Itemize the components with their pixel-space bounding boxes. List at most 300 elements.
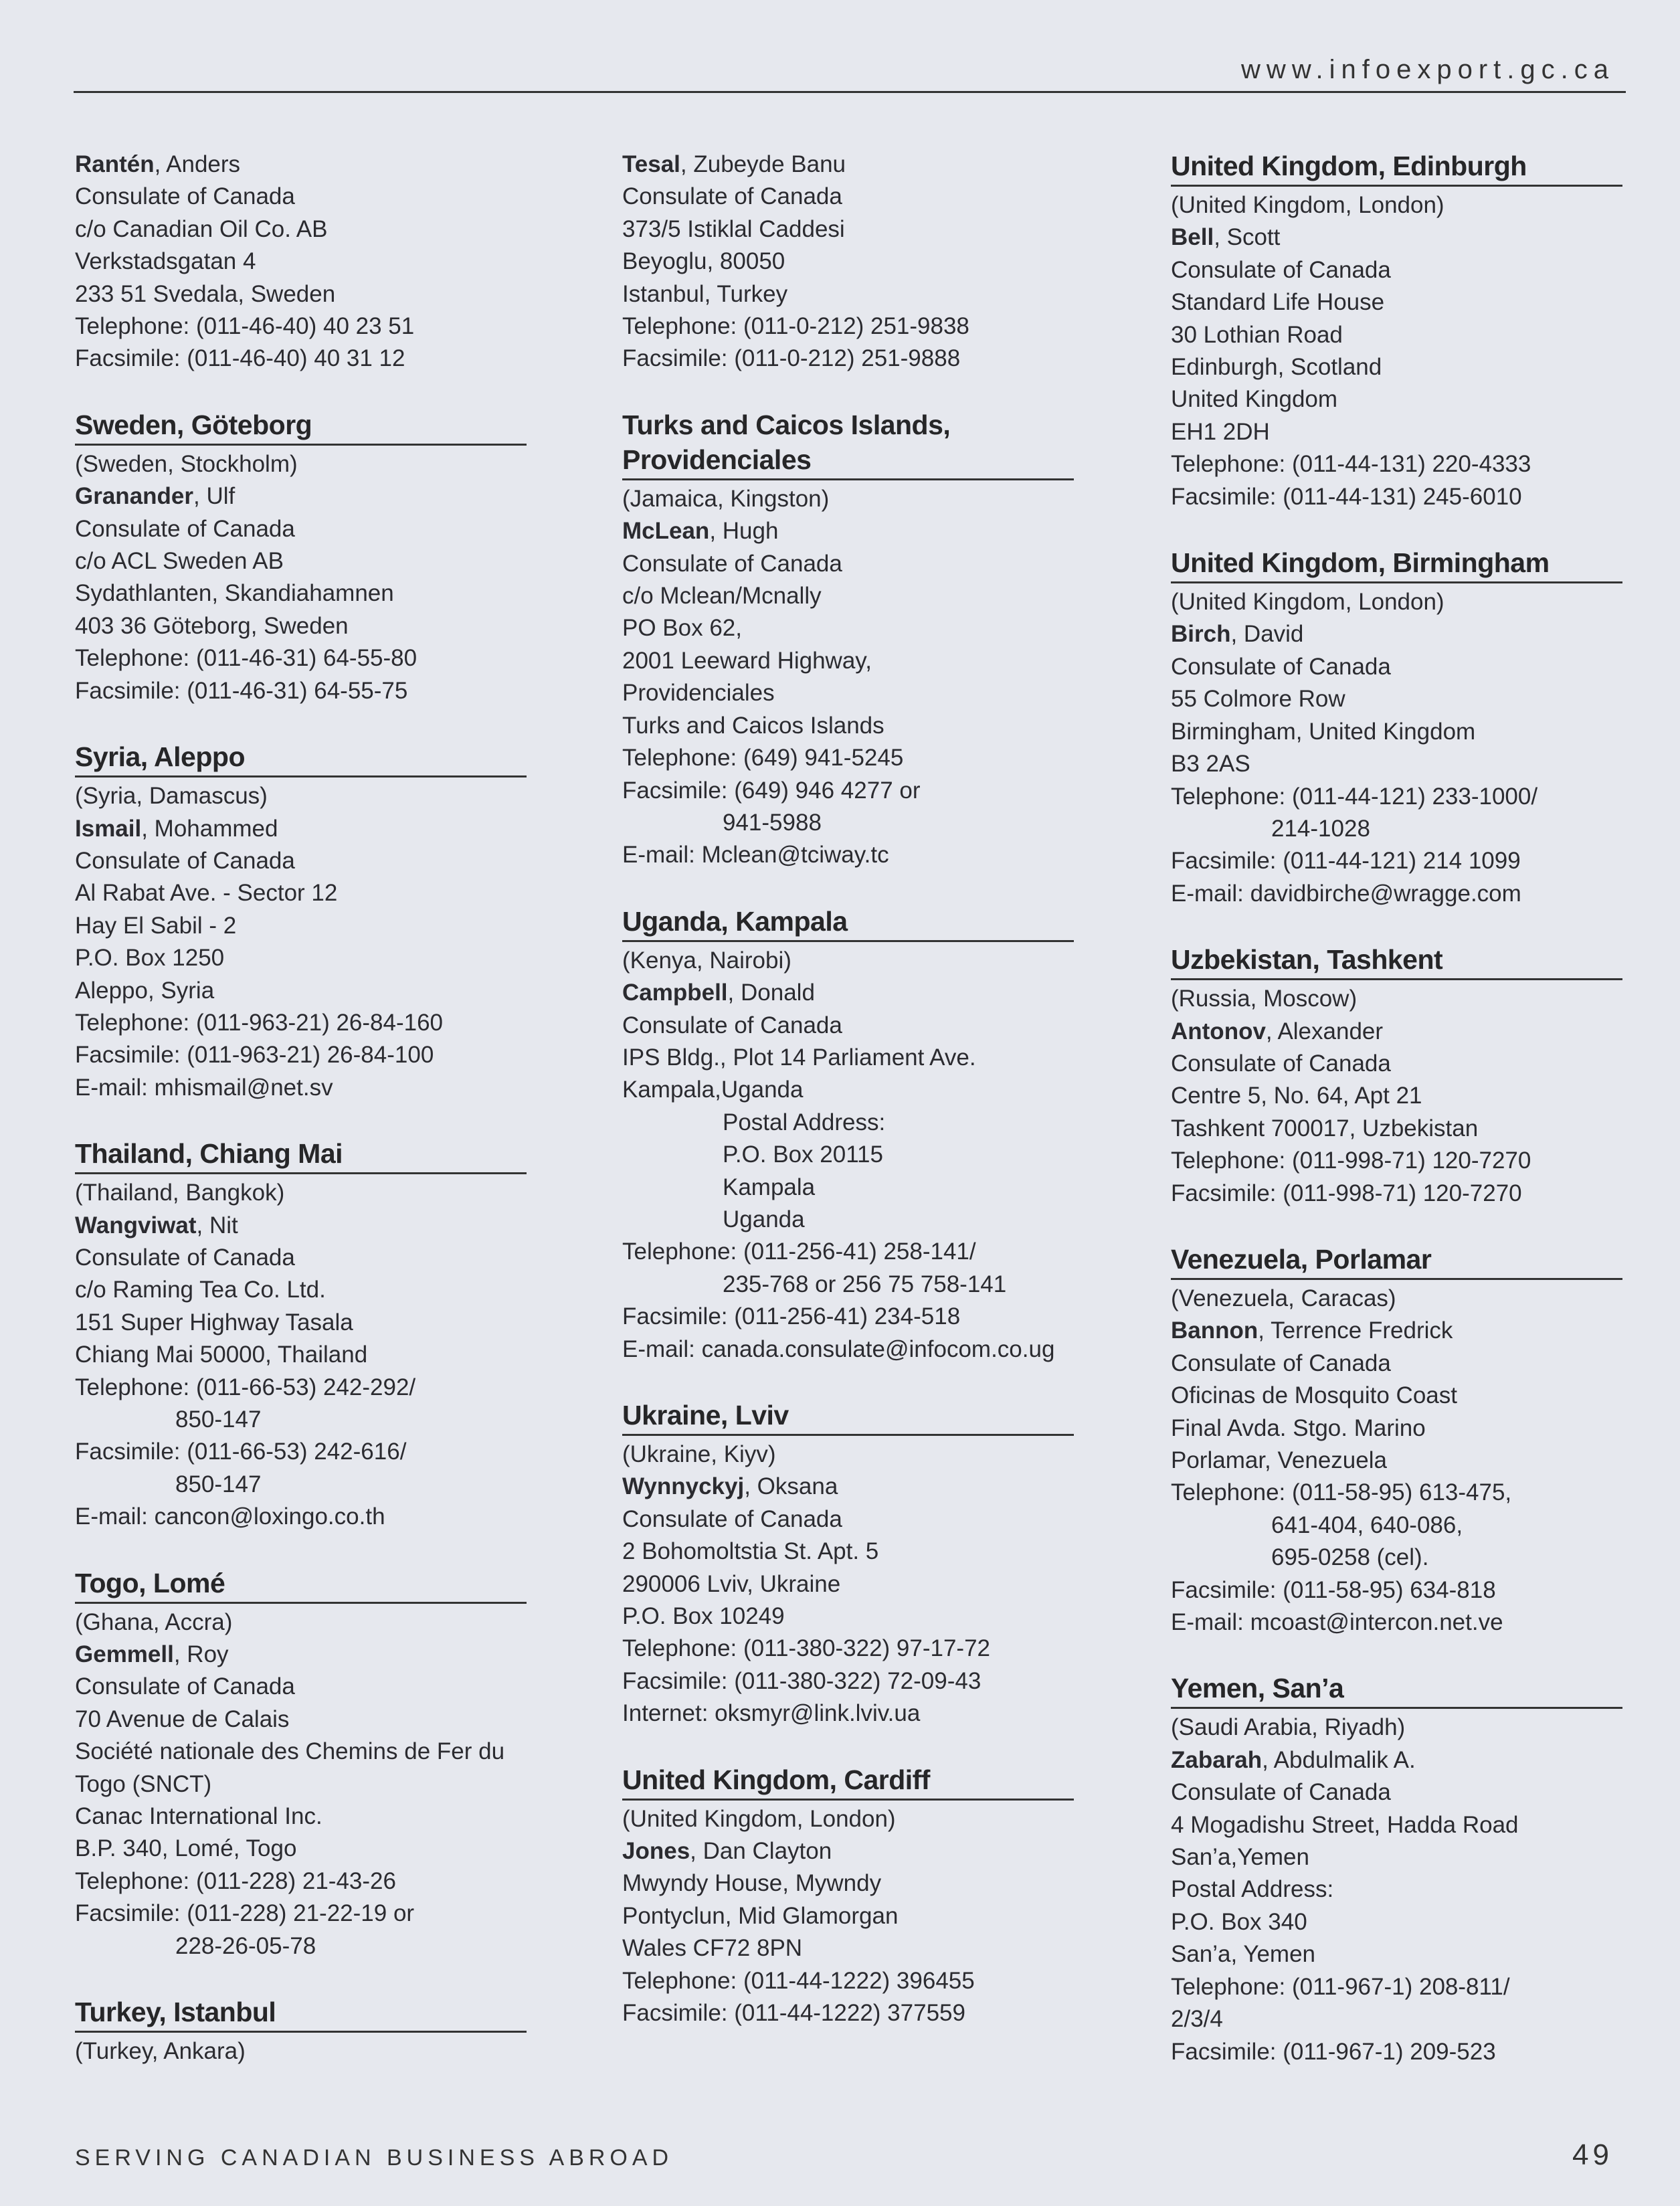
contact-given-name: , Anders: [154, 151, 241, 177]
page-number: 49: [1572, 2138, 1613, 2171]
contact-surname: Jones: [622, 1838, 690, 1865]
entry-line-text: P.O. Box 10249: [622, 1603, 785, 1630]
contact-given-name: , Zubeyde Banu: [680, 151, 846, 177]
entry-line-text: c/o Mclean/Mcnally: [622, 583, 822, 610]
entry-line-text: 941-5988: [723, 809, 822, 836]
entry-line-text: Consulate of Canada: [75, 1673, 295, 1700]
entry-line: [75, 1372, 567, 1404]
entry-line: [75, 2035, 567, 2067]
entry-heading: Thailand, Chiang Mai: [75, 1136, 527, 1174]
contact-surname: Bell: [1171, 224, 1214, 251]
entry-line: [622, 1932, 1114, 1964]
entry-line-text: (Syria, Damascus): [75, 783, 268, 810]
contact-given-name: , Ulf: [193, 483, 236, 510]
entry-line: [622, 1074, 1114, 1106]
entry-line: [622, 945, 1114, 977]
entry-line-text: Facsimile: (011-46-40) 40 31 12: [75, 345, 405, 372]
entry-line: [1171, 1841, 1626, 1873]
entry-line-text: Standard Life House: [1171, 289, 1385, 316]
entry-line: [1171, 481, 1626, 513]
entry-line: [622, 213, 1114, 246]
entry-line: [1171, 1574, 1626, 1606]
entry-line-text: Consulate of Canada: [75, 183, 295, 210]
entry-line: [1171, 683, 1626, 715]
directory-entry: [622, 1762, 1114, 2030]
entry-heading: Venezuela, Porlamar: [1171, 1242, 1622, 1280]
entry-line-text: Facsimile: (011-256-41) 234-518: [622, 1303, 961, 1330]
entry-line-text: 403 36 Göteborg, Sweden: [75, 612, 349, 639]
entry-line-text: 850-147: [175, 1471, 262, 1497]
entry-line: [75, 1404, 567, 1436]
entry-line-text: IPS Bldg., Plot 14 Parliament Ave.: [622, 1044, 976, 1071]
entry-line-text: (United Kingdom, London): [622, 1805, 896, 1832]
entry-line: [75, 1242, 567, 1274]
entry-heading: Turks and Caicos Islands, Providenciales: [622, 407, 1074, 480]
entry-line: [1171, 1348, 1626, 1380]
entry-line-text: Facsimile: (011-380-322) 72-09-43: [622, 1667, 982, 1694]
entry-line-text: Togo (SNCT): [75, 1770, 212, 1797]
entry-line: [1171, 716, 1626, 748]
entry-line-text: P.O. Box 1250: [75, 945, 225, 972]
entry-line: [622, 310, 1114, 343]
entry-line-text: Consulate of Canada: [75, 1244, 295, 1271]
entry-line: [75, 1768, 567, 1801]
entry-line-text: Tashkent 700017, Uzbekistan: [1171, 1115, 1479, 1141]
entry-line-text: (United Kingdom, London): [1171, 192, 1444, 218]
entry-line: [1171, 2036, 1626, 2068]
entry-line: [1171, 1744, 1626, 1776]
entry-line-text: 70 Avenue de Calais: [75, 1706, 290, 1732]
entry-line-text: 4 Mogadishu Street, Hadda Road: [1171, 1811, 1519, 1838]
entry-line: [75, 1606, 567, 1639]
entry-line-text: Telephone: (011-998-71) 120-7270: [1171, 1147, 1531, 1174]
contact-surname: Antonov: [1171, 1018, 1266, 1044]
entry-line: [622, 742, 1114, 774]
header-rule: [74, 91, 1626, 93]
entry-line-text: PO Box 62,: [622, 615, 742, 642]
entry-line-text: (Thailand, Bangkok): [75, 1180, 285, 1206]
entry-line: [622, 1139, 1114, 1171]
entry-line: [1171, 1873, 1626, 1906]
entry-line-text: E-mail: mcoast@intercon.net.ve: [1171, 1609, 1503, 1636]
entry-line: [1171, 1315, 1626, 1347]
entry-line-text: Telephone: (011-0-212) 251-9838: [622, 313, 969, 340]
entry-line: [75, 448, 567, 480]
entry-line: [75, 1930, 567, 1962]
entry-line: [1171, 1776, 1626, 1809]
entry-line-text: Sydathlanten, Skandiahamnen: [75, 580, 394, 607]
contact-given-name: , Terrence Fredrick: [1258, 1317, 1453, 1344]
contact-given-name: , David: [1230, 621, 1304, 648]
entry-line: [622, 839, 1114, 871]
entry-line: [622, 807, 1114, 839]
entry-line: [75, 310, 567, 343]
entry-line: [75, 513, 567, 545]
contact-surname: Wangviwat: [75, 1212, 197, 1238]
entry-line-text: Facsimile: (011-66-53) 242-616/: [75, 1439, 407, 1465]
entry-line-text: Consulate of Canada: [622, 183, 842, 210]
entry-line: [75, 1469, 567, 1501]
entry-line-text: Telephone: (011-380-322) 97-17-72: [622, 1635, 991, 1662]
entry-line: [1171, 1048, 1626, 1080]
entry-line: [75, 813, 567, 845]
entry-line: [1171, 416, 1626, 448]
entry-line-text: Facsimile: (011-58-95) 634-818: [1171, 1576, 1496, 1603]
entry-line: [622, 1269, 1114, 1301]
entry-line: [1171, 1938, 1626, 1970]
entry-line-text: (Turkey, Ankara): [75, 2038, 246, 2065]
entry-line: [75, 246, 567, 278]
entry-line-text: Telephone: (011-66-53) 242-292/: [75, 1374, 416, 1400]
entry-line-text: (Saudi Arabia, Riyadh): [1171, 1714, 1406, 1741]
entry-line-text: (Russia, Moscow): [1171, 986, 1358, 1012]
entry-line-text: 233 51 Svedala, Sweden: [75, 280, 336, 307]
entry-line: [622, 1042, 1114, 1074]
directory-entry: [75, 1995, 567, 2067]
entry-line: [622, 1803, 1114, 1835]
entry-line-text: 214-1028: [1271, 815, 1370, 842]
entry-line: [75, 343, 567, 375]
entry-line: [622, 1997, 1114, 2029]
entry-line: [75, 975, 567, 1007]
entry-line: [1171, 1971, 1626, 2003]
entry-line: [75, 1704, 567, 1736]
entry-line-text: (Ukraine, Kiyv): [622, 1441, 776, 1467]
entry-line-text: 235-768 or 256 75 758-141: [723, 1271, 1007, 1297]
entry-line-text: E-mail: canada.consulate@infocom.co.ug: [622, 1336, 1055, 1362]
entry-line: [1171, 1380, 1626, 1412]
entry-line-text: 695-0258 (cel).: [1271, 1544, 1429, 1571]
entry-line: [75, 780, 567, 812]
contact-given-name: , Donald: [727, 980, 815, 1006]
entry-line-text: Facsimile: (011-44-131) 245-6010: [1171, 483, 1522, 510]
entry-line-text: Telephone: (649) 941-5245: [622, 745, 904, 771]
entry-line-text: (Jamaica, Kingston): [622, 485, 830, 512]
contact-given-name: , Alexander: [1265, 1018, 1384, 1044]
entry-line: [622, 483, 1114, 515]
entry-line: [1171, 813, 1626, 845]
entry-line: [1171, 1412, 1626, 1445]
contact-surname: Rantén: [75, 151, 155, 177]
contact-surname: Zabarah: [1171, 1746, 1263, 1773]
entry-line: [1171, 845, 1626, 877]
entry-line: [622, 1334, 1114, 1366]
entry-line: [622, 1697, 1114, 1730]
contact-given-name: , Dan Clayton: [690, 1838, 832, 1865]
contact-surname: Ismail: [75, 815, 142, 842]
entry-line: [622, 1503, 1114, 1536]
entry-line: [1171, 748, 1626, 780]
entry-line-text: Telephone: (011-963-21) 26-84-160: [75, 1009, 444, 1036]
entry-line-text: Kampala,Uganda: [622, 1077, 804, 1103]
entry-line: [75, 845, 567, 877]
entry-line: [622, 612, 1114, 644]
entry-line: [622, 775, 1114, 807]
entry-line: [75, 480, 567, 513]
entry-line-text: Telephone: (011-46-40) 40 23 51: [75, 313, 415, 340]
directory-entry: [1171, 942, 1626, 1210]
entry-line: [1171, 781, 1626, 813]
entry-line: [1171, 651, 1626, 683]
contact-surname: Granander: [75, 483, 193, 510]
entry-line-text: Beyoglu, 80050: [622, 248, 785, 275]
directory-entry: [1171, 545, 1626, 910]
entry-line-text: Consulate of Canada: [1171, 1050, 1391, 1077]
entry-line: [622, 580, 1114, 612]
entry-line: [622, 1301, 1114, 1333]
contact-surname: McLean: [622, 518, 710, 545]
entry-line-text: Postal Address:: [723, 1109, 886, 1135]
entry-line-text: 373/5 Istiklal Caddesi: [622, 215, 845, 242]
directory-entry: [75, 1136, 567, 1533]
entry-line: [622, 1236, 1114, 1268]
entry-line-text: 290006 Lviv, Ukraine: [622, 1570, 841, 1597]
entry-line-text: Chiang Mai 50000, Thailand: [75, 1342, 368, 1368]
entry-line: [75, 1736, 567, 1768]
entry-line: [75, 181, 567, 213]
entry-line: [75, 278, 567, 310]
entry-line-text: Telephone: (011-44-1222) 396455: [622, 1967, 975, 1994]
site-url: www.infoexport.gc.ca: [1241, 55, 1614, 84]
entry-line: [1171, 448, 1626, 480]
entry-line-text: Facsimile: (011-46-31) 64-55-75: [75, 677, 408, 704]
contact-surname: Gemmell: [75, 1641, 174, 1668]
entry-line: [622, 1665, 1114, 1697]
entry-line-text: San’a, Yemen: [1171, 1941, 1316, 1968]
entry-line: [622, 1010, 1114, 1042]
entry-line: [75, 642, 567, 674]
entry-line-text: E-mail: mhismail@net.sv: [75, 1074, 333, 1101]
entry-line-text: (Venezuela, Caracas): [1171, 1285, 1396, 1311]
entry-line: [622, 149, 1114, 181]
entry-line: [622, 1439, 1114, 1471]
entry-heading: Yemen, San’a: [1171, 1671, 1622, 1709]
entry-line-text: Verkstadsgatan 4: [75, 248, 256, 275]
entry-line: [1171, 983, 1626, 1015]
directory-entry: [622, 904, 1114, 1366]
entry-line: [1171, 383, 1626, 416]
entry-line-text: United Kingdom: [1171, 386, 1338, 413]
entry-line: [75, 1072, 567, 1104]
entry-line: [75, 1833, 567, 1865]
entry-line: [622, 1471, 1114, 1503]
entry-line: [75, 1210, 567, 1242]
entry-line-text: (Sweden, Stockholm): [75, 450, 298, 477]
entry-line-text: Consulate of Canada: [75, 847, 295, 874]
entry-line: [1171, 221, 1626, 254]
entry-line-text: B3 2AS: [1171, 751, 1250, 777]
entry-heading: Sweden, Göteborg: [75, 407, 527, 446]
entry-line: [622, 1867, 1114, 1900]
entry-line: [75, 545, 567, 577]
entry-line-text: San’a,Yemen: [1171, 1844, 1309, 1871]
entry-line: [622, 677, 1114, 709]
entry-line-text: Facsimile: (011-0-212) 251-9888: [622, 345, 961, 372]
entry-line-text: Telephone: (011-44-131) 220-4333: [1171, 451, 1531, 478]
entry-line-text: Edinburgh, Scotland: [1171, 354, 1382, 381]
entry-line-text: Consulate of Canada: [1171, 1350, 1391, 1376]
entry-line-text: Consulate of Canada: [1171, 1779, 1391, 1806]
entry-heading: Syria, Aleppo: [75, 739, 527, 777]
entry-line: [622, 343, 1114, 375]
entry-line: [622, 1568, 1114, 1600]
directory-entry: [1171, 1242, 1626, 1639]
entry-line: [1171, 1016, 1626, 1048]
contact-given-name: , Oksana: [744, 1473, 838, 1500]
entry-line: [75, 675, 567, 707]
entry-line-text: Consulate of Canada: [1171, 653, 1391, 680]
entry-line: [75, 577, 567, 610]
entry-line: [622, 515, 1114, 547]
entry-line-text: Telephone: (011-58-95) 613-475,: [1171, 1479, 1512, 1506]
entry-line-text: Facsimile: (011-44-1222) 377559: [622, 2000, 965, 2027]
entry-line: [622, 710, 1114, 742]
entry-line: [75, 877, 567, 909]
contact-given-name: , Abdulmalik A.: [1262, 1746, 1416, 1773]
entry-line: [622, 1204, 1114, 1236]
entry-line-text: Postal Address:: [1171, 1876, 1334, 1903]
entry-line: [1171, 1080, 1626, 1112]
entry-line: [622, 1536, 1114, 1568]
entry-line: [75, 1639, 567, 1671]
entry-line: [1171, 1542, 1626, 1574]
entry-line-text: Turks and Caicos Islands: [622, 712, 884, 739]
entry-line: [75, 213, 567, 246]
entry-line: [622, 645, 1114, 677]
entry-line: [622, 181, 1114, 213]
entry-line: [75, 1339, 567, 1371]
entry-line-text: Internet: oksmyr@link.lviv.ua: [622, 1700, 921, 1727]
entry-line-text: Facsimile: (649) 946 4277 or: [622, 777, 921, 804]
entry-line: [622, 1900, 1114, 1932]
directory-entry: [75, 149, 567, 375]
entry-line: [75, 1307, 567, 1339]
entry-line-text: (Ghana, Accra): [75, 1608, 233, 1635]
entry-heading: Togo, Lomé: [75, 1566, 527, 1604]
footer-tagline: SERVING CANADIAN BUSINESS ABROAD: [75, 2145, 674, 2171]
entry-line-text: Providenciales: [622, 680, 775, 707]
entry-line: [75, 942, 567, 974]
directory-entry: [622, 1398, 1114, 1730]
contact-given-name: , Mohammed: [141, 815, 278, 842]
entry-heading: Ukraine, Lviv: [622, 1398, 1074, 1436]
entry-line: [75, 149, 567, 181]
entry-line-text: c/o Raming Tea Co. Ltd.: [75, 1277, 326, 1303]
directory-entry: [1171, 1671, 1626, 2067]
entry-line-text: (United Kingdom, London): [1171, 589, 1444, 616]
entry-line: [75, 610, 567, 642]
entry-line-text: Aleppo, Syria: [75, 977, 215, 1004]
entry-line-text: Telephone: (011-228) 21-43-26: [75, 1867, 396, 1894]
contact-surname: Campbell: [622, 980, 728, 1006]
entry-line: [1171, 1445, 1626, 1477]
contact-surname: Birch: [1171, 621, 1231, 648]
entry-line-text: Telephone: (011-46-31) 64-55-80: [75, 645, 417, 672]
entry-line: [75, 1801, 567, 1833]
directory-column-2: [622, 149, 1114, 2062]
entry-line: [622, 1633, 1114, 1665]
entry-line-text: (Kenya, Nairobi): [622, 947, 791, 974]
entry-line-text: Consulate of Canada: [622, 1012, 842, 1038]
entry-line: [622, 278, 1114, 310]
entry-line: [622, 977, 1114, 1009]
directory-column-3: [1171, 149, 1626, 2100]
entry-line-text: Consulate of Canada: [75, 515, 295, 542]
contact-given-name: , Scott: [1214, 224, 1281, 251]
entry-line-text: 2 Bohomoltstia St. Apt. 5: [622, 1538, 879, 1565]
entry-line-text: E-mail: Mclean@tciway.tc: [622, 842, 889, 868]
entry-line: [1171, 618, 1626, 650]
entry-line: [75, 1501, 567, 1533]
entry-line: [75, 1436, 567, 1468]
entry-line-text: 2/3/4: [1171, 2006, 1223, 2033]
entry-line-text: Hay El Sabil - 2: [75, 912, 237, 939]
entry-line: [1171, 319, 1626, 351]
entry-line-text: Consulate of Canada: [622, 550, 842, 577]
directory-entry: [75, 739, 567, 1104]
entry-line-text: Telephone: (011-256-41) 258-141/: [622, 1238, 976, 1265]
entry-heading: United Kingdom, Birmingham: [1171, 545, 1622, 583]
directory-entry: [75, 407, 567, 707]
entry-line: [1171, 878, 1626, 910]
entry-heading: United Kingdom, Edinburgh: [1171, 149, 1622, 187]
directory-entry: [622, 149, 1114, 375]
entry-heading: Uganda, Kampala: [622, 904, 1074, 942]
entry-line: [622, 1835, 1114, 1867]
entry-line-text: Telephone: (011-967-1) 208-811/: [1171, 1973, 1510, 2000]
entry-line-text: Kampala: [723, 1174, 816, 1200]
entry-line-text: Oficinas de Mosquito Coast: [1171, 1382, 1457, 1409]
entry-line-text: 2001 Leeward Highway,: [622, 647, 872, 674]
entry-line-text: B.P. 340, Lomé, Togo: [75, 1835, 297, 1862]
entry-line: [75, 1177, 567, 1209]
entry-line-text: Wales CF72 8PN: [622, 1935, 803, 1962]
entry-line: [75, 1274, 567, 1306]
contact-surname: Tesal: [622, 151, 680, 177]
entry-line-text: Istanbul, Turkey: [622, 280, 788, 307]
entry-line-text: P.O. Box 340: [1171, 1908, 1307, 1935]
entry-line: [1171, 286, 1626, 318]
entry-heading: Turkey, Istanbul: [75, 1995, 527, 2033]
entry-line: [1171, 1606, 1626, 1639]
entry-line: [1171, 586, 1626, 618]
entry-line-text: 151 Super Highway Tasala: [75, 1309, 353, 1336]
entry-line-text: Facsimile: (011-998-71) 120-7270: [1171, 1180, 1522, 1206]
entry-line-text: Facsimile: (011-44-121) 214 1099: [1171, 848, 1521, 875]
entry-line-text: E-mail: cancon@loxingo.co.th: [75, 1503, 385, 1530]
entry-line: [1171, 1178, 1626, 1210]
entry-line-text: c/o Canadian Oil Co. AB: [75, 215, 328, 242]
entry-line-text: Facsimile: (011-228) 21-22-19 or: [75, 1900, 415, 1927]
entry-heading: United Kingdom, Cardiff: [622, 1762, 1074, 1801]
entry-line: [1171, 1145, 1626, 1177]
entry-line: [622, 1600, 1114, 1633]
entry-line: [75, 1898, 567, 1930]
entry-line: [75, 1865, 567, 1898]
entry-line: [1171, 1113, 1626, 1145]
entry-line-text: c/o ACL Sweden AB: [75, 548, 284, 575]
entry-line-text: Birmingham, United Kingdom: [1171, 718, 1476, 745]
entry-heading: Uzbekistan, Tashkent: [1171, 942, 1622, 980]
entry-line: [1171, 189, 1626, 221]
entry-line: [1171, 1712, 1626, 1744]
entry-line: [622, 1107, 1114, 1139]
directory-entry: [1171, 149, 1626, 513]
entry-line: [75, 1039, 567, 1071]
entry-line-text: 30 Lothian Road: [1171, 321, 1343, 348]
entry-line-text: P.O. Box 20115: [723, 1141, 883, 1168]
entry-line: [75, 1671, 567, 1703]
